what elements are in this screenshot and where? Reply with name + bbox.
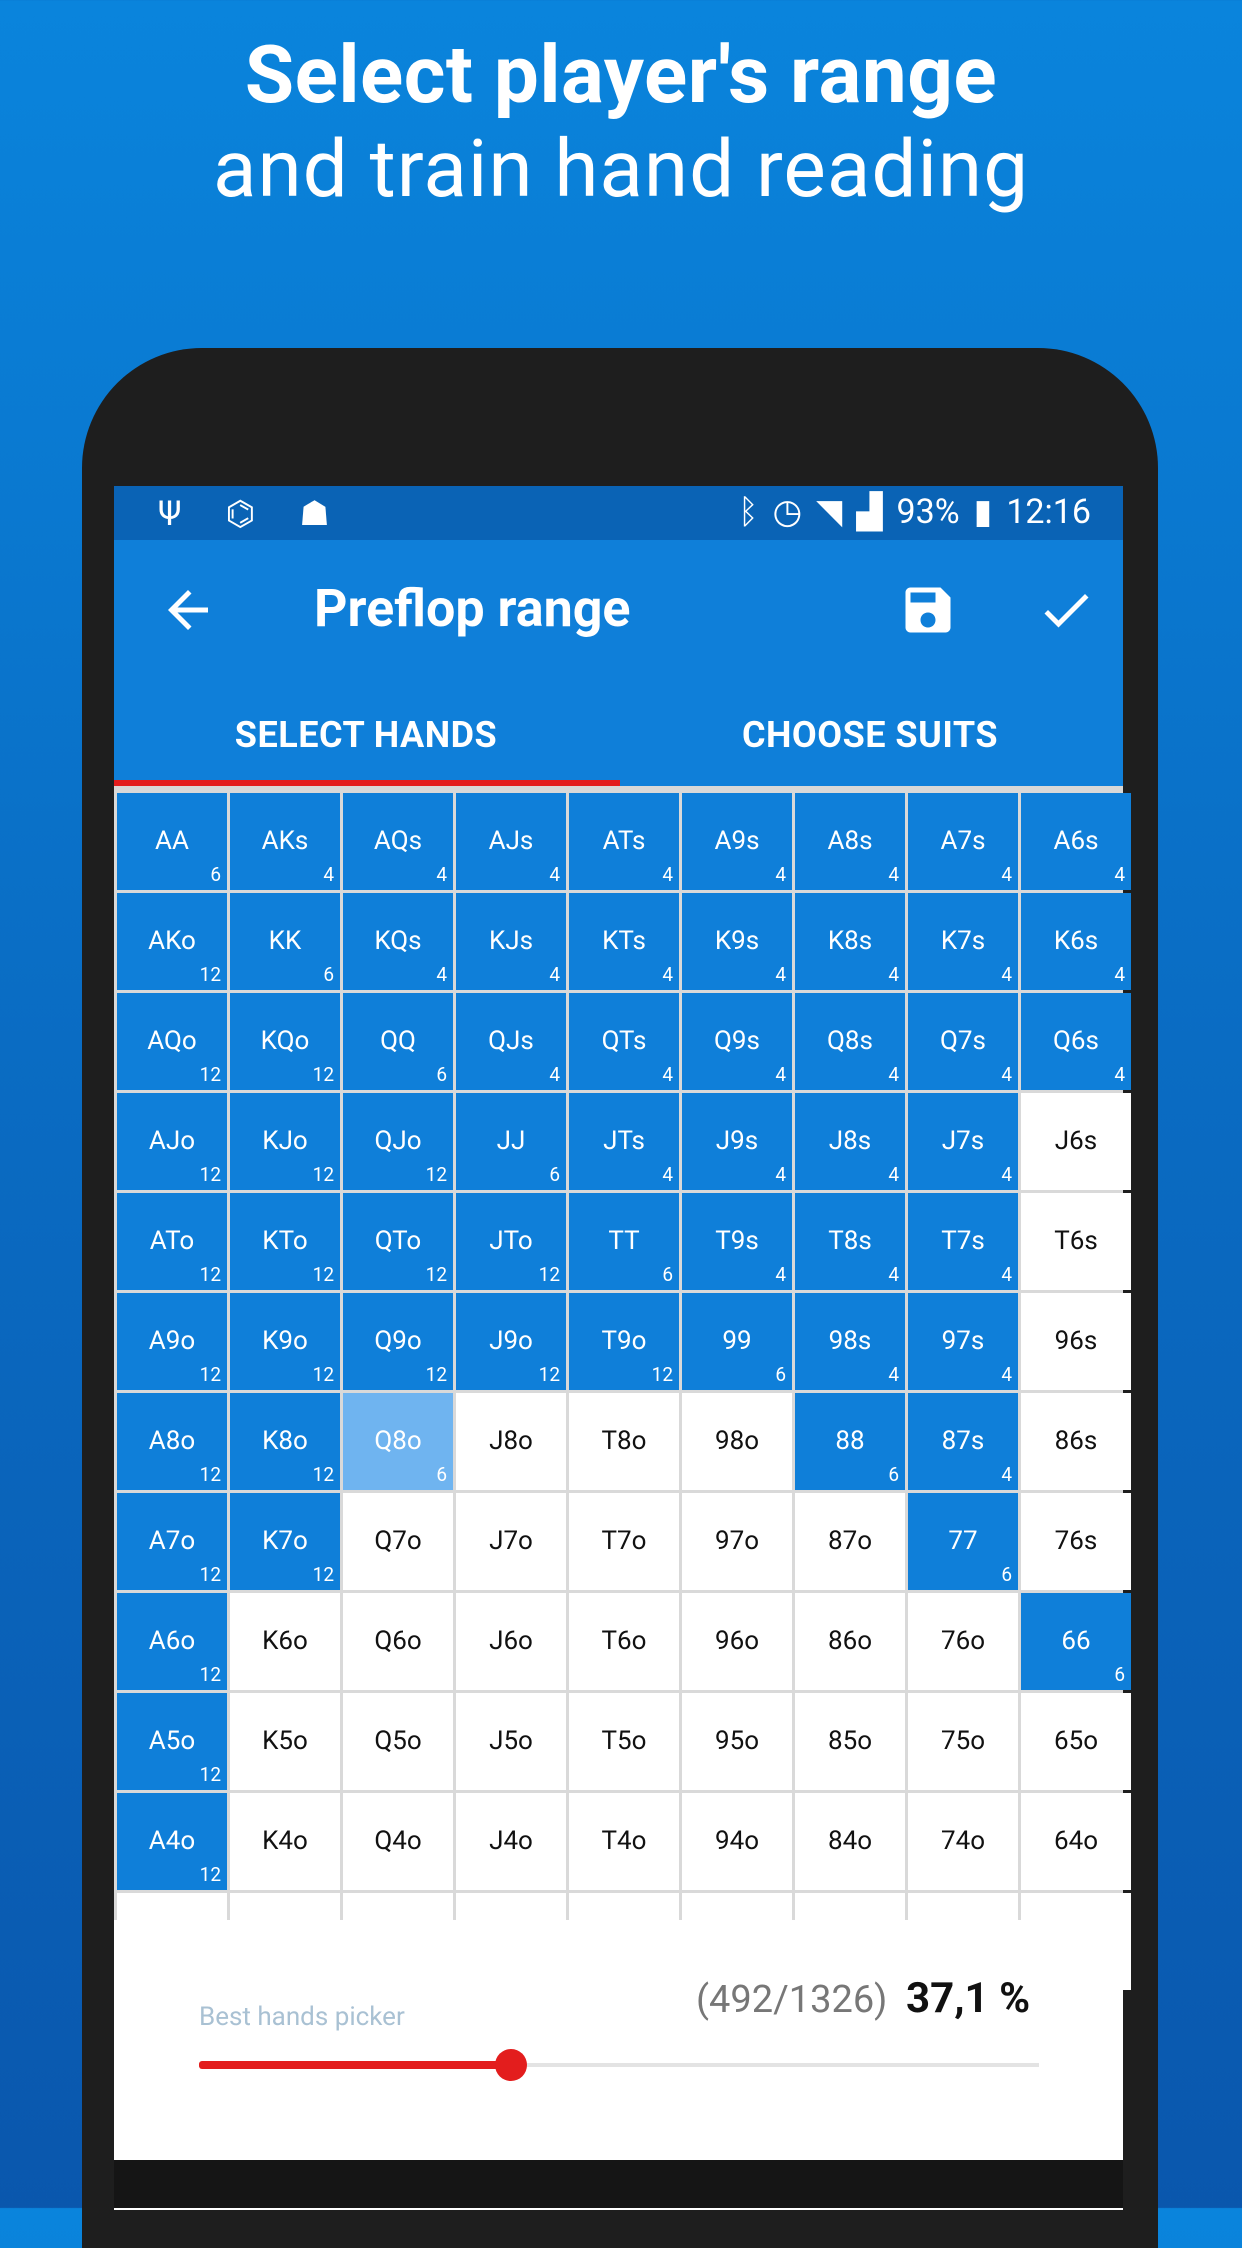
hand-label: J8s	[828, 1126, 872, 1156]
hand-cell[interactable]	[456, 993, 566, 1090]
hand-label: JTo	[489, 1226, 533, 1256]
hand-label: T8o	[601, 1426, 647, 1456]
combo-count-label: 6	[436, 1463, 447, 1486]
combo-count-label: 4	[1001, 1063, 1012, 1086]
hand-label: 77	[948, 1526, 978, 1556]
hand-label: T7s	[941, 1226, 985, 1256]
hand-label: 94o	[714, 1826, 760, 1856]
hand-cell[interactable]	[569, 1293, 679, 1390]
hand-cell[interactable]	[569, 1093, 679, 1190]
hand-label: K9o	[262, 1326, 308, 1356]
hand-label: T6o	[601, 1626, 647, 1656]
hand-label: 74o	[940, 1826, 986, 1856]
combo-count-label: 12	[312, 1063, 334, 1086]
hand-label: AKs	[261, 826, 309, 856]
combo-count-label: 4	[1114, 863, 1125, 886]
hand-cell[interactable]	[682, 1193, 792, 1290]
combo-count-label: 4	[888, 1363, 899, 1386]
combo-count-label: 4	[1114, 963, 1125, 986]
hand-cell[interactable]	[343, 893, 453, 990]
hand-cell[interactable]	[456, 1193, 566, 1290]
hand-label: ATs	[602, 826, 646, 856]
hand-label: K6s	[1053, 926, 1099, 956]
hand-cell[interactable]	[117, 893, 227, 990]
hand-label: AKo	[148, 926, 196, 956]
hand-label: Q8o	[374, 1426, 422, 1456]
hand-cell[interactable]	[230, 1393, 340, 1490]
hand-cell[interactable]	[908, 1493, 1018, 1590]
hand-grid	[114, 790, 1123, 1920]
combo-count-label: 4	[888, 863, 899, 886]
usb-icon: Ψ	[158, 494, 182, 534]
combo-count-label: 12	[538, 1363, 560, 1386]
combo-count-label: 4	[549, 1063, 560, 1086]
hand-cell[interactable]	[682, 1393, 792, 1490]
hand-label: T5o	[601, 1726, 647, 1756]
hand-cell[interactable]	[908, 893, 1018, 990]
tab-select-hands[interactable]: SELECT HANDS	[234, 714, 498, 756]
hand-label: Q7o	[374, 1526, 422, 1556]
combo-count-label: 4	[888, 1163, 899, 1186]
hand-cell[interactable]	[117, 993, 227, 1090]
hand-cell[interactable]	[117, 1593, 227, 1690]
hand-label: Q9o	[374, 1326, 422, 1356]
combo-count-label: 4	[1001, 863, 1012, 886]
hand-label: 84o	[827, 1826, 873, 1856]
hand-cell[interactable]	[908, 1193, 1018, 1290]
hand-label: K6o	[262, 1626, 308, 1656]
hand-cell[interactable]	[456, 1693, 566, 1790]
hand-cell[interactable]	[117, 1693, 227, 1790]
hand-label: 95o	[714, 1726, 760, 1756]
hand-label: 87o	[827, 1526, 873, 1556]
combo-count-label: 4	[1114, 1063, 1125, 1086]
hand-cell[interactable]	[456, 1293, 566, 1390]
hand-cell[interactable]	[569, 1593, 679, 1690]
hand-cell[interactable]	[682, 1593, 792, 1690]
hand-cell[interactable]	[343, 1193, 453, 1290]
hand-cell[interactable]	[343, 793, 453, 890]
combo-count-label: 4	[662, 1063, 673, 1086]
hand-label: AJs	[488, 826, 534, 856]
hand-label: T7o	[601, 1526, 647, 1556]
combo-count-label: 12	[199, 1363, 221, 1386]
hand-cell[interactable]	[1021, 1593, 1131, 1690]
hand-cell[interactable]	[456, 1493, 566, 1590]
combo-count-label: 4	[1001, 1263, 1012, 1286]
hand-label: K7o	[262, 1526, 308, 1556]
hand-cell[interactable]	[569, 1793, 679, 1890]
hand-cell[interactable]	[230, 1493, 340, 1590]
combo-count-label: 4	[1001, 1363, 1012, 1386]
combo-count-label: 6	[549, 1163, 560, 1186]
combo-count-label: 4	[1001, 963, 1012, 986]
brand-icon: ⌬	[225, 494, 256, 534]
hand-label: A7s	[940, 826, 986, 856]
wifi-icon: ◥	[816, 492, 843, 532]
combo-count-label: 6	[1114, 1663, 1125, 1686]
combo-count: (492/1326)	[696, 1978, 888, 2022]
hand-cell[interactable]	[117, 1193, 227, 1290]
combo-count-label: 6	[775, 1363, 786, 1386]
hand-cell[interactable]	[117, 1493, 227, 1590]
android-icon: ☗	[299, 494, 330, 534]
hand-label: 96o	[714, 1626, 760, 1656]
combo-count-label: 12	[199, 1463, 221, 1486]
hand-label: Q7s	[940, 1026, 986, 1056]
hand-label: 85o	[827, 1726, 873, 1756]
hand-label: A9o	[148, 1326, 196, 1356]
hand-label: K5o	[262, 1726, 308, 1756]
hand-label: K7s	[940, 926, 986, 956]
combo-count-label: 12	[199, 1563, 221, 1586]
hand-label: 76o	[940, 1626, 986, 1656]
hand-label: TT	[608, 1226, 640, 1256]
combo-count-label: 4	[1001, 1163, 1012, 1186]
hand-cell[interactable]	[908, 1793, 1018, 1890]
hand-cell[interactable]	[908, 1593, 1018, 1690]
page-title: Preflop range	[314, 578, 631, 639]
hand-label: 98s	[828, 1326, 872, 1356]
check-icon[interactable]	[1036, 580, 1096, 640]
combo-count-label: 12	[199, 963, 221, 986]
hand-label: 86o	[827, 1626, 873, 1656]
hand-label: KQs	[374, 926, 422, 956]
combo-count-label: 6	[323, 963, 334, 986]
combo-count-label: 4	[775, 1063, 786, 1086]
hand-label: KTs	[602, 926, 646, 956]
back-arrow-icon[interactable]	[158, 580, 218, 640]
combo-count-label: 4	[549, 863, 560, 886]
hand-cell[interactable]	[795, 1193, 905, 1290]
hand-cell[interactable]	[569, 1393, 679, 1490]
combo-count-label: 4	[888, 1063, 899, 1086]
hand-cell[interactable]	[795, 1093, 905, 1190]
hand-cell[interactable]	[1021, 793, 1131, 890]
hand-label: T6s	[1054, 1226, 1098, 1256]
hand-label: Q8s	[827, 1026, 873, 1056]
hand-cell[interactable]	[117, 793, 227, 890]
picker-label: Best hands picker	[199, 2002, 405, 2032]
headline-subtitle: and train hand reading	[212, 122, 1030, 216]
hand-cell[interactable]	[230, 1093, 340, 1190]
hand-cell[interactable]	[795, 1393, 905, 1490]
hand-label: 98o	[714, 1426, 760, 1456]
status-bar	[114, 486, 1123, 540]
hand-label: QTo	[374, 1226, 422, 1256]
hand-label: J4o	[489, 1826, 533, 1856]
combo-count-label: 4	[775, 1163, 786, 1186]
hand-cell[interactable]	[230, 893, 340, 990]
hand-label: 86s	[1054, 1426, 1098, 1456]
combo-count-label: 12	[538, 1263, 560, 1286]
hand-label: J9o	[489, 1326, 533, 1356]
hand-label: AQs	[373, 826, 423, 856]
hand-cell[interactable]	[908, 1393, 1018, 1490]
hand-cell[interactable]	[456, 1593, 566, 1690]
hand-cell[interactable]	[682, 1693, 792, 1790]
combo-count-label: 6	[210, 863, 221, 886]
hand-cell[interactable]	[682, 1293, 792, 1390]
combo-count-label: 12	[651, 1363, 673, 1386]
hand-cell[interactable]	[795, 1693, 905, 1790]
hand-cell[interactable]	[908, 1693, 1018, 1790]
hand-cell[interactable]	[569, 1693, 679, 1790]
hand-label: 87s	[941, 1426, 985, 1456]
hand-cell[interactable]	[795, 793, 905, 890]
hand-label: J6o	[489, 1626, 533, 1656]
hand-cell[interactable]	[1021, 1093, 1131, 1190]
hand-label: 66	[1061, 1626, 1091, 1656]
combo-count-label: 4	[775, 1263, 786, 1286]
hand-cell[interactable]	[456, 1793, 566, 1890]
hand-label: 97o	[714, 1526, 760, 1556]
hand-label: Q6s	[1053, 1026, 1099, 1056]
hand-cell[interactable]	[682, 1793, 792, 1890]
combo-count-label: 12	[312, 1463, 334, 1486]
combo-count-label: 12	[199, 1663, 221, 1686]
hand-label: 96s	[1054, 1326, 1098, 1356]
hand-label: Q4o	[374, 1826, 422, 1856]
app-bar	[114, 540, 1123, 790]
hand-cell[interactable]	[1021, 993, 1131, 1090]
combo-count-label: 12	[199, 1063, 221, 1086]
hand-cell[interactable]	[456, 893, 566, 990]
hand-cell[interactable]	[682, 1493, 792, 1590]
hand-cell[interactable]	[1021, 1293, 1131, 1390]
hand-label: A8o	[148, 1426, 196, 1456]
hand-cell[interactable]	[456, 1093, 566, 1190]
hand-label: QQ	[380, 1026, 416, 1056]
hand-cell[interactable]	[795, 1593, 905, 1690]
nav-bar	[114, 2160, 1123, 2208]
hand-cell[interactable]	[1021, 1393, 1131, 1490]
combo-count-label: 12	[312, 1563, 334, 1586]
hand-cell[interactable]	[343, 1693, 453, 1790]
hand-label: J7o	[489, 1526, 533, 1556]
combo-count-label: 6	[888, 1463, 899, 1486]
hand-label: Q5o	[374, 1726, 422, 1756]
combo-count-label: 12	[312, 1363, 334, 1386]
hand-label: Q6o	[374, 1626, 422, 1656]
hand-label: K4o	[262, 1826, 308, 1856]
slider-fill	[199, 2061, 511, 2069]
hand-cell[interactable]	[343, 1793, 453, 1890]
hand-cell[interactable]	[230, 1593, 340, 1690]
hand-cell[interactable]	[908, 1293, 1018, 1390]
hand-cell[interactable]	[908, 993, 1018, 1090]
combo-count-label: 12	[199, 1863, 221, 1886]
hand-label: T9o	[601, 1326, 647, 1356]
hand-label: J7s	[941, 1126, 985, 1156]
hand-cell[interactable]	[343, 1593, 453, 1690]
hand-cell[interactable]	[795, 1493, 905, 1590]
combo-count-label: 12	[312, 1263, 334, 1286]
hand-cell[interactable]	[117, 1093, 227, 1190]
phone-screen	[114, 486, 1123, 2208]
hand-label: A5o	[148, 1726, 196, 1756]
hand-label: K8o	[262, 1426, 308, 1456]
combo-count-label: 4	[775, 863, 786, 886]
combo-count-label: 4	[436, 963, 447, 986]
combo-count-label: 4	[549, 963, 560, 986]
hand-label: 76s	[1054, 1526, 1098, 1556]
battery-icon: ▮	[973, 492, 993, 532]
hand-cell[interactable]	[343, 1293, 453, 1390]
hand-label: ATo	[149, 1226, 195, 1256]
hand-cell[interactable]	[795, 993, 905, 1090]
hand-cell[interactable]	[682, 1093, 792, 1190]
hand-cell[interactable]	[682, 893, 792, 990]
hand-label: J5o	[489, 1726, 533, 1756]
hand-cell[interactable]	[908, 1093, 1018, 1190]
hand-cell[interactable]	[230, 1793, 340, 1890]
hand-cell[interactable]	[230, 993, 340, 1090]
hand-label: A6o	[148, 1626, 196, 1656]
hand-cell[interactable]	[682, 993, 792, 1090]
hand-cell[interactable]	[795, 1293, 905, 1390]
hand-cell[interactable]	[343, 1393, 453, 1490]
hand-label: KTo	[262, 1226, 308, 1256]
hand-label: Q9s	[714, 1026, 760, 1056]
hand-label: AA	[155, 826, 189, 856]
hand-label: K8s	[827, 926, 873, 956]
combo-count-label: 12	[425, 1163, 447, 1186]
combo-count-label: 12	[199, 1263, 221, 1286]
clock: 12:16	[1006, 492, 1091, 532]
combo-count-label: 4	[775, 963, 786, 986]
hand-cell[interactable]	[230, 1193, 340, 1290]
hand-cell[interactable]	[795, 1793, 905, 1890]
hand-label: J8o	[489, 1426, 533, 1456]
hand-label: 88	[835, 1426, 865, 1456]
hand-label: QTs	[601, 1026, 647, 1056]
hand-cell[interactable]	[343, 1493, 453, 1590]
hand-label: KQo	[260, 1026, 310, 1056]
hand-cell[interactable]	[117, 1393, 227, 1490]
hand-label: AJo	[148, 1126, 196, 1156]
hand-label: J6s	[1054, 1126, 1098, 1156]
alarm-icon: ◷	[772, 492, 803, 532]
combo-count-label: 4	[436, 863, 447, 886]
combo-count-label: 4	[888, 1263, 899, 1286]
hand-label: T9s	[715, 1226, 759, 1256]
hand-label: 97s	[941, 1326, 985, 1356]
hand-cell[interactable]	[117, 1293, 227, 1390]
range-percent: 37,1 %	[906, 1974, 1031, 2023]
bluetooth-icon: ᛒ	[738, 492, 759, 532]
combo-count-label: 4	[662, 863, 673, 886]
combo-count-label: 6	[1001, 1563, 1012, 1586]
combo-count-label: 12	[199, 1763, 221, 1786]
combo-count-label: 6	[662, 1263, 673, 1286]
hand-cell[interactable]	[230, 793, 340, 890]
hand-cell[interactable]	[1021, 1193, 1131, 1290]
hand-cell[interactable]	[1021, 1793, 1131, 1890]
hand-cell[interactable]	[117, 1793, 227, 1890]
combo-count-label: 12	[199, 1163, 221, 1186]
hand-label: QJo	[374, 1126, 422, 1156]
hand-label: K9s	[714, 926, 760, 956]
hand-label: AQo	[147, 1026, 197, 1056]
combo-count-label: 4	[1001, 1463, 1012, 1486]
tab-choose-suits[interactable]: CHOOSE SUITS	[741, 714, 999, 756]
hand-label: 65o	[1053, 1726, 1099, 1756]
hand-label: T8s	[828, 1226, 872, 1256]
hand-cell[interactable]	[1021, 1493, 1131, 1590]
hand-cell[interactable]	[1021, 893, 1131, 990]
hand-cell[interactable]	[343, 993, 453, 1090]
save-icon[interactable]	[898, 580, 958, 640]
combo-count-label: 12	[312, 1163, 334, 1186]
combo-count-label: 12	[425, 1363, 447, 1386]
combo-count-label: 4	[888, 963, 899, 986]
hand-cell[interactable]	[230, 1693, 340, 1790]
hand-cell[interactable]	[795, 893, 905, 990]
hand-cell[interactable]	[569, 1493, 679, 1590]
signal-icon: ▟	[856, 492, 883, 532]
hand-cell[interactable]	[569, 993, 679, 1090]
hand-label: J9s	[715, 1126, 759, 1156]
hand-label: QJs	[488, 1026, 534, 1056]
hand-label: A8s	[827, 826, 873, 856]
combo-count-label: 4	[662, 1163, 673, 1186]
hand-cell[interactable]	[569, 1193, 679, 1290]
hand-label: A6s	[1053, 826, 1099, 856]
hand-cell[interactable]	[343, 1093, 453, 1190]
combo-count-label: 4	[323, 863, 334, 886]
hand-cell[interactable]	[456, 793, 566, 890]
hand-label: 75o	[940, 1726, 986, 1756]
hand-label: JJ	[496, 1126, 526, 1156]
hand-label: 99	[722, 1326, 752, 1356]
hand-label: KJo	[262, 1126, 308, 1156]
hand-label: JTs	[603, 1126, 645, 1156]
combo-count-label: 6	[436, 1063, 447, 1086]
hand-cell[interactable]	[569, 893, 679, 990]
slider-thumb[interactable]	[495, 2049, 527, 2081]
hand-cell[interactable]	[230, 1293, 340, 1390]
hand-label: KK	[268, 926, 302, 956]
hand-cell[interactable]	[456, 1393, 566, 1490]
headline-title: Select player's range	[244, 28, 998, 122]
hand-label: T4o	[601, 1826, 647, 1856]
battery-percent: 93%	[896, 492, 960, 532]
hand-cell[interactable]	[908, 793, 1018, 890]
hand-cell[interactable]	[1021, 1693, 1131, 1790]
hand-label: KJs	[488, 926, 534, 956]
combo-count-label: 4	[662, 963, 673, 986]
hand-cell[interactable]	[682, 793, 792, 890]
hand-label: 64o	[1053, 1826, 1099, 1856]
hand-label: A4o	[148, 1826, 196, 1856]
hand-label: A7o	[148, 1526, 196, 1556]
hand-label: A9s	[714, 826, 760, 856]
combo-count-label: 12	[425, 1263, 447, 1286]
hand-cell[interactable]	[569, 793, 679, 890]
